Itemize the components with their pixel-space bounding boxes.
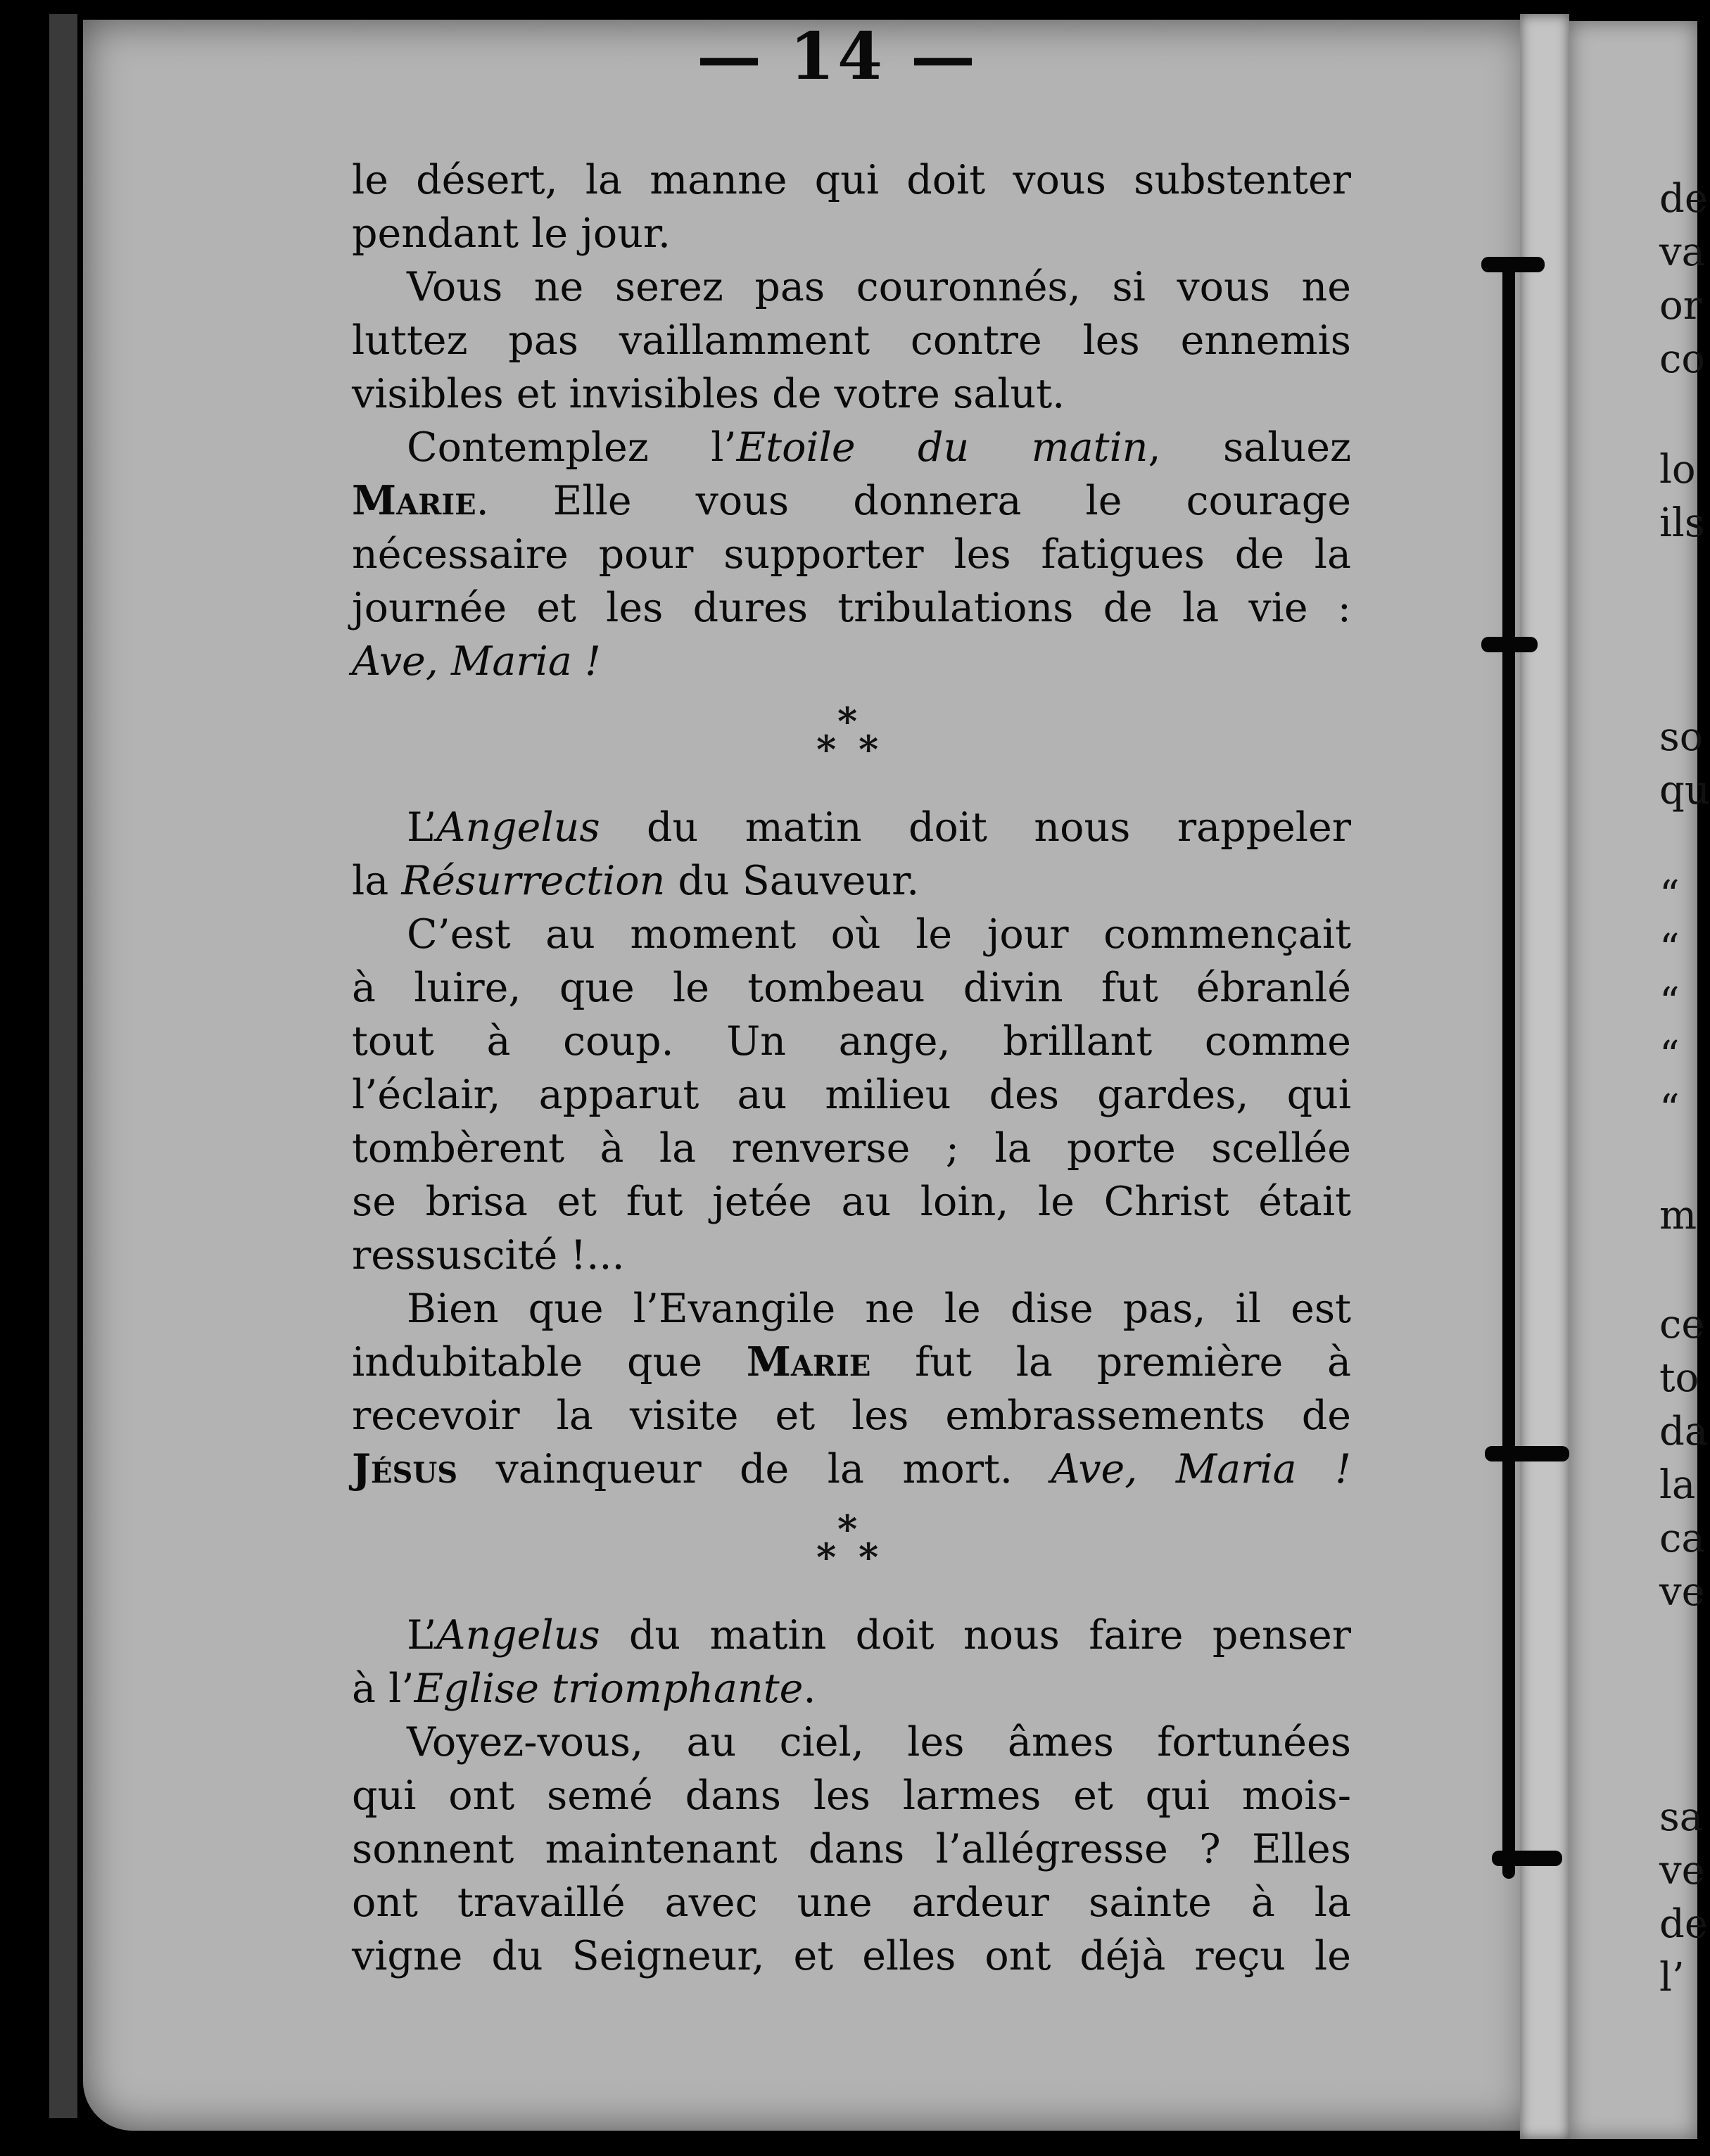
- text-fragment: so: [1659, 714, 1704, 760]
- text-run: L’: [407, 804, 437, 851]
- italic-text: Eglise triomphante: [414, 1666, 804, 1712]
- text-fragment: “: [1659, 873, 1680, 918]
- italic-text: Angelus: [436, 804, 600, 851]
- text-fragment: ve: [1659, 1848, 1705, 1894]
- text-fragment: to: [1659, 1355, 1699, 1401]
- page-number: — 14 —: [696, 18, 979, 94]
- text-run: la: [352, 858, 402, 904]
- text-run: du matin doit nous rappeler: [600, 804, 1351, 851]
- text-run: L’: [407, 1612, 437, 1659]
- binding-stitch: [1492, 1851, 1562, 1866]
- paragraph: [352, 1609, 1351, 1716]
- text-run: .: [803, 1666, 816, 1712]
- text-run: du Sauveur.: [665, 858, 920, 904]
- text-fragment: “: [1659, 1086, 1680, 1132]
- text-fragment: ils: [1659, 500, 1705, 546]
- text-line: ont travaillé avec une ardeur sainte à la: [352, 1879, 1351, 1926]
- paragraph: [352, 421, 1351, 688]
- text-line: l’éclair, apparut au milieu des gardes, qui: [352, 1072, 1351, 1118]
- text-line: tombèrent à la renverse ; la porte scellée: [352, 1125, 1351, 1172]
- text-fragment: ce: [1659, 1302, 1705, 1348]
- text-line: tout à coup. Un ange, brillant comme: [352, 1018, 1351, 1065]
- asterisk: *: [837, 699, 858, 744]
- text-line: recevoir la visite et les embrassements de: [352, 1393, 1351, 1439]
- text-run: . Elle vous donnera le courage: [476, 478, 1351, 524]
- text-line: pendant le jour.: [352, 210, 671, 257]
- text-line: qui ont semé dans les larmes et qui mois-: [352, 1773, 1351, 1819]
- italic-text: Ave, Maria !: [1051, 1446, 1351, 1492]
- text-line: Voyez-vous, au ciel, les âmes fortunées: [407, 1719, 1351, 1765]
- paragraph: [352, 1282, 1351, 1496]
- text-fragment: la: [1659, 1462, 1696, 1508]
- text-fragment: “: [1659, 1033, 1680, 1079]
- asterisk: *: [859, 1535, 879, 1580]
- asterisk: *: [837, 1507, 858, 1552]
- text-fragment: co: [1659, 336, 1706, 382]
- text-line: [352, 854, 1351, 908]
- book-spine: [1520, 14, 1569, 2139]
- text-line: nécessaire pour supporter les fatigues de la: [352, 531, 1351, 578]
- text-run: du matin doit nous faire penser: [600, 1612, 1351, 1659]
- text-line: à luire, que le tombeau divin fut ébranlé: [352, 965, 1351, 1011]
- text-fragment: “: [1659, 926, 1680, 972]
- binding-stitch: [1481, 637, 1538, 652]
- text-fragment: qu: [1659, 768, 1710, 813]
- text-line: [352, 474, 1351, 528]
- text-line: Ave, Maria !: [352, 638, 601, 685]
- text-fragment: ve: [1659, 1569, 1705, 1615]
- asterisk: *: [859, 727, 879, 772]
- asterism-separator: [352, 1496, 1351, 1609]
- small-caps-name: Marie: [746, 1338, 871, 1385]
- text-line: le désert, la manne qui doit vous substenter: [352, 157, 1351, 203]
- text-fragment: va: [1659, 229, 1706, 275]
- asterisk: *: [816, 727, 837, 772]
- text-fragment: de: [1659, 1901, 1708, 1947]
- text-line: C’est au moment où le jour commençait: [407, 911, 1351, 958]
- text-run: , saluez: [1148, 424, 1351, 471]
- text-run: Contemplez l’: [407, 424, 737, 471]
- text-fragment: sa: [1659, 1794, 1704, 1840]
- text-fragment: da: [1659, 1409, 1709, 1454]
- text-run: fut la première à: [870, 1339, 1351, 1385]
- binding-stitch: [1481, 257, 1545, 272]
- small-caps-name: Marie: [352, 477, 476, 524]
- text-fragment: l’: [1659, 1955, 1685, 2000]
- binding-thread: [1502, 260, 1515, 1879]
- paragraph: [352, 153, 1351, 260]
- text-line: [352, 1336, 1351, 1389]
- text-line: visibles et invisibles de votre salut.: [352, 371, 1065, 417]
- text-line: journée et les dures tribulations de la vie :: [352, 585, 1351, 631]
- paragraph: [352, 908, 1351, 1282]
- text-line: vigne du Seigneur, et elles ont déjà reçu le: [352, 1933, 1351, 1979]
- asterisk: *: [816, 1535, 837, 1580]
- left-page-edge: [49, 14, 77, 2118]
- text-line: [352, 1442, 1351, 1496]
- paragraph: [352, 801, 1351, 908]
- text-run: indubitable que: [352, 1339, 747, 1385]
- text-fragment: lo: [1659, 447, 1696, 493]
- page-text-block: [352, 18, 1351, 1983]
- text-line: Vous ne serez pas couronnés, si vous ne: [407, 264, 1351, 310]
- text-fragment: m: [1659, 1193, 1697, 1238]
- italic-text: Etoile du matin: [736, 424, 1148, 471]
- text-line: se brisa et fut jetée au loin, le Christ était: [352, 1179, 1351, 1225]
- text-line: [352, 1662, 1351, 1716]
- binding-stitch: [1485, 1446, 1569, 1461]
- text-line: [352, 801, 1351, 854]
- text-line: [352, 421, 1351, 474]
- text-line: luttez pas vaillamment contre les ennemis: [352, 317, 1351, 364]
- small-caps-name: Jésus: [352, 1445, 458, 1492]
- text-line: Bien que l’Evangile ne le dise pas, il est: [407, 1286, 1351, 1332]
- asterism-separator: [352, 688, 1351, 801]
- text-line: [352, 1609, 1351, 1662]
- text-fragment: ca: [1659, 1516, 1705, 1561]
- text-fragment: “: [1659, 979, 1680, 1025]
- text-run: à l’: [352, 1666, 414, 1712]
- text-fragment: de: [1659, 176, 1708, 222]
- text-line: ressuscité !...: [352, 1232, 625, 1279]
- text-run: vainqueur de la mort.: [457, 1446, 1051, 1492]
- text-fragment: or: [1659, 283, 1702, 329]
- paragraph: [352, 1716, 1351, 1983]
- italic-text: Angelus: [436, 1612, 600, 1659]
- text-line: sonnent maintenant dans l’allégresse ? Elles: [352, 1826, 1351, 1872]
- paragraph: [352, 260, 1351, 421]
- italic-text: Résurrection: [401, 858, 666, 904]
